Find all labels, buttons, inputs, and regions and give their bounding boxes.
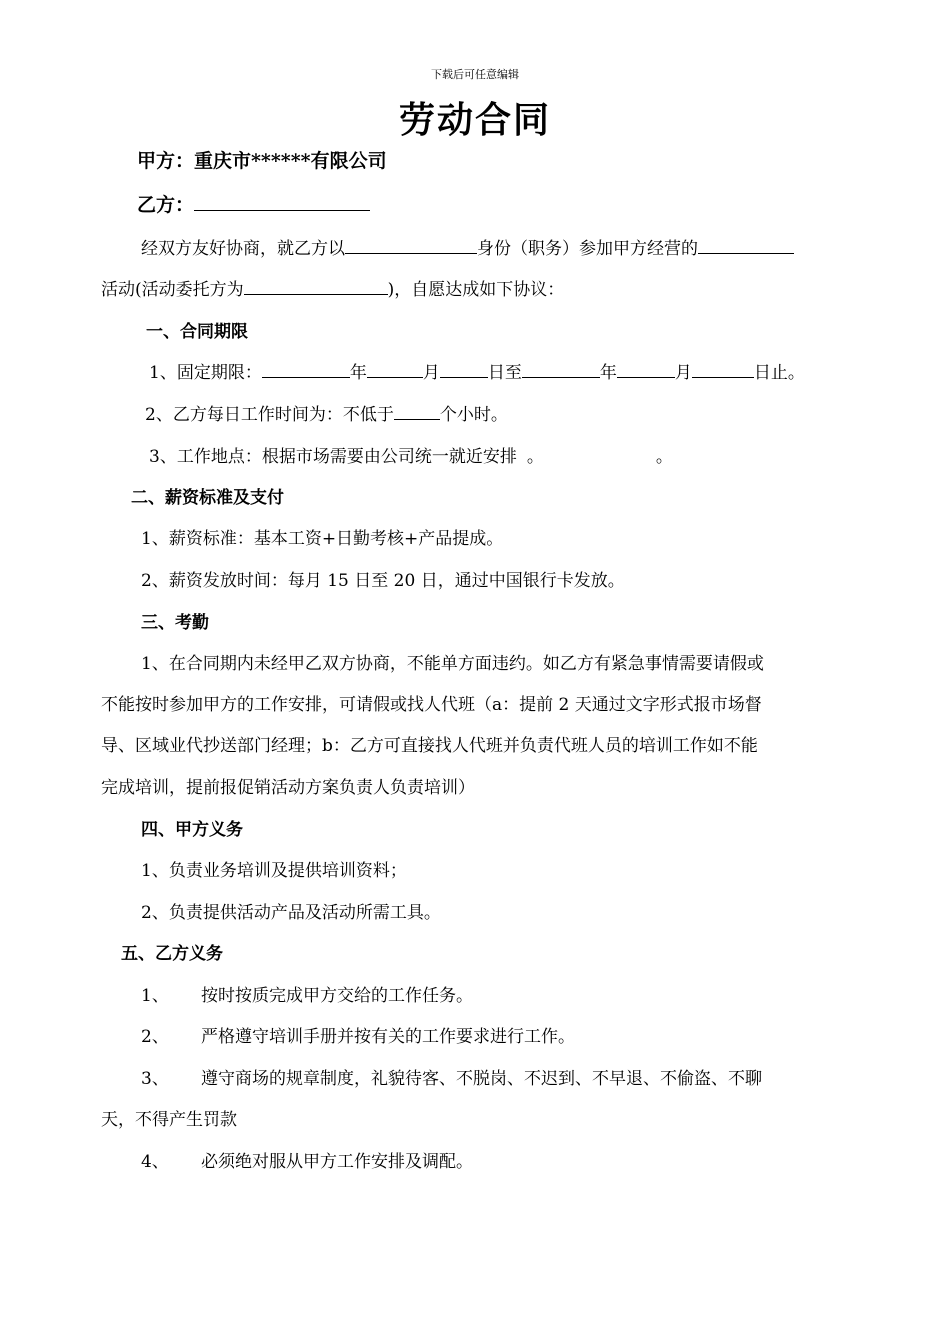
- section-5-heading: 五、乙方义务: [121, 944, 223, 964]
- party-a: 甲方：重庆市******有限公司: [137, 150, 387, 172]
- s5-item-num-3: 3、: [141, 1069, 169, 1089]
- s5-item-text-3: 遵守商场的规章制度，礼貌待客、不脱岗、不迟到、不早退、不偷盗、不聊: [201, 1069, 762, 1089]
- month-label: 月: [674, 363, 692, 383]
- client-blank[interactable]: [244, 276, 388, 295]
- s4-item-2: 2、负责提供活动产品及活动所需工具。: [141, 903, 441, 923]
- s5-item-num-4: 4、: [141, 1152, 169, 1172]
- s5-item-num-1: 1、: [141, 986, 169, 1006]
- end-month-blank[interactable]: [617, 359, 675, 378]
- activity-blank[interactable]: [698, 235, 794, 254]
- s3-line-3: 导、区域业代抄送部门经理；b：乙方可直接找人代班并负责代班人员的培训工作如不能: [101, 736, 758, 756]
- location-period-2: 。: [655, 447, 673, 467]
- s5-item-text-2: 严格遵守培训手册并按有关的工作要求进行工作。: [201, 1027, 575, 1047]
- document-title: 劳动合同: [398, 99, 551, 141]
- intro-text-c: 活动(活动委托方为: [101, 280, 244, 300]
- intro-text-b: 身份（职务）参加甲方经营的: [477, 239, 698, 259]
- role-blank[interactable]: [345, 235, 477, 254]
- s2-item-1: 1、薪资标准：基本工资+日勤考核+产品提成。: [141, 529, 504, 549]
- hours-blank[interactable]: [394, 401, 440, 420]
- year-label: 年: [349, 363, 367, 383]
- day-end-label: 日止。: [753, 363, 805, 383]
- header-note: 下载后可任意编辑: [431, 68, 519, 81]
- intro-text-a: 经双方友好协商，就乙方以: [141, 239, 345, 259]
- start-day-blank[interactable]: [440, 359, 488, 378]
- section-3-heading: 三、考勤: [141, 613, 209, 633]
- day-to-label: 日至: [487, 363, 522, 383]
- s1-item-2: [145, 400, 508, 425]
- s1-item-3: [149, 442, 673, 467]
- location-text: 3、工作地点：根据市场需要由公司统一就近安排: [149, 447, 517, 467]
- section-2-heading: 二、薪资标准及支付: [131, 488, 284, 508]
- location-period-1: 。: [526, 447, 544, 467]
- hours-text-b: 个小时。: [439, 405, 508, 425]
- year-label: 年: [599, 363, 617, 383]
- s5-item-text-1: 按时按质完成甲方交给的工作任务。: [201, 986, 473, 1006]
- s2-item-2: 2、薪资发放时间：每月 15 日至 20 日，通过中国银行卡发放。: [141, 571, 625, 591]
- s3-line-1: 1、在合同期内未经甲乙双方协商，不能单方面违约。如乙方有紧急事情需要请假或: [141, 654, 764, 674]
- start-year-blank[interactable]: [262, 359, 350, 378]
- s5-item-num-2: 2、: [141, 1027, 169, 1047]
- intro-text-d: )，自愿达成如下协议：: [387, 280, 565, 300]
- section-4-heading: 四、甲方义务: [141, 820, 243, 840]
- party-b: [137, 190, 370, 217]
- section-1-heading: 一、合同期限: [146, 322, 248, 342]
- s4-item-1: 1、负责业务培训及提供培训资料；: [141, 861, 407, 881]
- s3-line-4: 完成培训，提前报促销活动方案负责人负责培训）: [101, 778, 475, 798]
- party-b-blank[interactable]: [194, 192, 370, 211]
- s1-item-1: [149, 358, 805, 383]
- s5-item-3-continued: 天，不得产生罚款: [101, 1110, 237, 1130]
- term-label: 1、固定期限：: [149, 363, 262, 383]
- intro-line-1: [141, 234, 794, 259]
- start-month-blank[interactable]: [367, 359, 423, 378]
- hours-text-a: 2、乙方每日工作时间为：不低于: [145, 405, 394, 425]
- s5-item-text-4: 必须绝对服从甲方工作安排及调配。: [201, 1152, 473, 1172]
- end-year-blank[interactable]: [522, 359, 600, 378]
- party-b-label: 乙方：: [137, 194, 195, 216]
- intro-line-2: [101, 275, 564, 300]
- s3-line-2: 不能按时参加甲方的工作安排，可请假或找人代班（a：提前 2 天通过文字形式报市场督: [101, 695, 762, 715]
- month-label: 月: [422, 363, 440, 383]
- end-day-blank[interactable]: [692, 359, 754, 378]
